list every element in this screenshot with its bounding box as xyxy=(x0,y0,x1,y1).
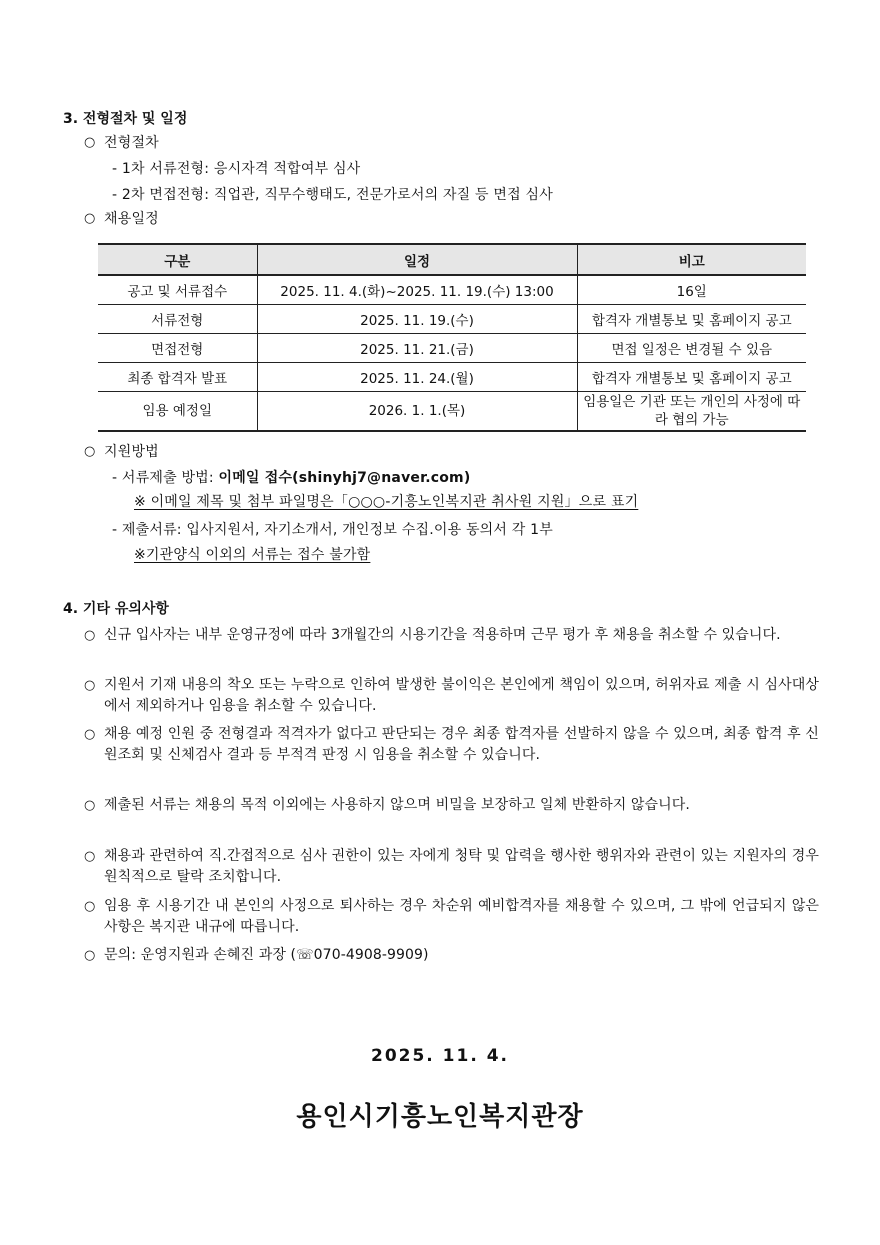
table-header-row xyxy=(98,244,806,275)
table-row xyxy=(98,392,806,432)
table-row xyxy=(98,305,806,334)
schedule-label: 채용일정 xyxy=(104,211,159,227)
submit-method-line xyxy=(112,468,470,488)
email-note: ※ 이메일 제목 및 첨부 파일명은「○○○-기흥노인복지관 취사원 지원」으로 표기 xyxy=(134,494,639,510)
table-cell: 2026. 1. 1.(목) xyxy=(257,392,577,432)
table-row xyxy=(98,334,806,363)
notice-text: 신규 입사자는 내부 운영규정에 따라 3개월간의 시용기간을 적용하며 근무 평가 후 채용을 취소할 수 있습니다. xyxy=(104,627,781,643)
table-cell: 16일 xyxy=(577,275,806,305)
submit-method-value: 이메일 접수(shinyhj7@naver.com) xyxy=(218,470,471,486)
notice-item xyxy=(84,625,819,646)
notice-item xyxy=(84,675,819,717)
procedure-step-2: - 2차 면접전형: 직업관, 직무수행태도, 전문가로서의 자질 등 면접 심사 xyxy=(112,187,553,203)
table-cell: 최종 합격자 발표 xyxy=(98,363,257,392)
table-header-cell: 일정 xyxy=(257,244,577,275)
notice-text: 채용과 관련하여 직.간접적으로 심사 권한이 있는 자에게 청탁 및 압력을 행사한 행위자와 관련이 있는 지원자의 경우 원칙적으로 탈락 조치합니다. xyxy=(104,848,819,885)
table-cell: 임용 예정일 xyxy=(98,392,257,432)
table-cell: 임용일은 기관 또는 개인의 사정에 따라 협의 가능 xyxy=(577,392,806,432)
table-cell: 서류전형 xyxy=(98,305,257,334)
notice-item xyxy=(84,896,819,938)
table-cell: 합격자 개별통보 및 홈페이지 공고 xyxy=(577,305,806,334)
contact-text: 문의: 운영지원과 손혜진 과장 (☏070-4908-9909) xyxy=(104,947,429,963)
table-row xyxy=(98,363,806,392)
table-cell: 합격자 개별통보 및 홈페이지 공고 xyxy=(577,363,806,392)
bullet-circle: ○ xyxy=(84,211,96,226)
notice-item xyxy=(84,724,819,766)
bullet-circle: ○ xyxy=(84,135,96,150)
documents-line: - 제출서류: 입사지원서, 자기소개서, 개인정보 수집.이용 동의서 각 1부 xyxy=(112,522,553,538)
table-cell: 면접 일정은 변경될 수 있음 xyxy=(577,334,806,363)
table-cell: 2025. 11. 24.(월) xyxy=(257,363,577,392)
table-cell: 2025. 11. 19.(수) xyxy=(257,305,577,334)
table-cell: 공고 및 서류접수 xyxy=(98,275,257,305)
table-cell: 면접전형 xyxy=(98,334,257,363)
bullet-circle: ○ xyxy=(84,798,96,813)
notice-text: 제출된 서류는 채용의 목적 이외에는 사용하지 않으며 비밀을 보장하고 일체 반환하지 않습니다. xyxy=(104,797,690,813)
bullet-circle: ○ xyxy=(84,849,96,864)
bullet-circle: ○ xyxy=(84,899,96,914)
table-header-cell: 비고 xyxy=(577,244,806,275)
document-date: 2025. 11. 4. xyxy=(370,1046,509,1066)
table-header-cell: 구분 xyxy=(98,244,257,275)
notice-item xyxy=(84,795,819,816)
notice-item xyxy=(84,846,819,888)
documents-note: ※기관양식 이외의 서류는 접수 불가함 xyxy=(134,547,371,563)
bullet-circle: ○ xyxy=(84,727,96,742)
notice-item xyxy=(84,945,819,966)
bullet-circle: ○ xyxy=(84,628,96,643)
notice-text: 임용 후 시용기간 내 본인의 사정으로 퇴사하는 경우 차순위 예비합격자를 채용할 수 있으며, 그 밖에 언급되지 않은 사항은 복지관 내규에 따릅니다. xyxy=(104,898,819,935)
organization-signature: 용인시기흥노인복지관장 xyxy=(296,1102,584,1132)
bullet-circle: ○ xyxy=(84,678,96,693)
table-row xyxy=(98,275,806,305)
submit-method-prefix: - 서류제출 방법: xyxy=(112,470,219,486)
procedure-step-1: - 1차 서류전형: 응시자격 적합여부 심사 xyxy=(112,161,361,177)
section-4-title: 4. 기타 유의사항 xyxy=(63,601,169,617)
bullet-circle: ○ xyxy=(84,444,96,459)
section-3-title: 3. 전형절차 및 일정 xyxy=(63,111,188,127)
notice-text: 지원서 기재 내용의 착오 또는 누락으로 인하여 발생한 불이익은 본인에게 책임이 있으며, 허위자료 제출 시 심사대상에서 제외하거나 임용을 취소할 수 있습니다. xyxy=(104,677,819,714)
table-cell: 2025. 11. 21.(금) xyxy=(257,334,577,363)
notice-text: 채용 예정 인원 중 전형결과 적격자가 없다고 판단되는 경우 최종 합격자를 선발하지 않을 수 있으며, 최종 합격 후 신원조회 및 신체검사 결과 등 부적격 판정 시 임용을 취소할 수 있습니다. xyxy=(104,726,819,763)
schedule-table xyxy=(98,243,806,432)
table-cell: 2025. 11. 4.(화)~2025. 11. 19.(수) 13:00 xyxy=(257,275,577,305)
apply-label: 지원방법 xyxy=(104,444,159,460)
procedure-label: 전형절차 xyxy=(104,135,159,151)
bullet-circle: ○ xyxy=(84,948,96,963)
